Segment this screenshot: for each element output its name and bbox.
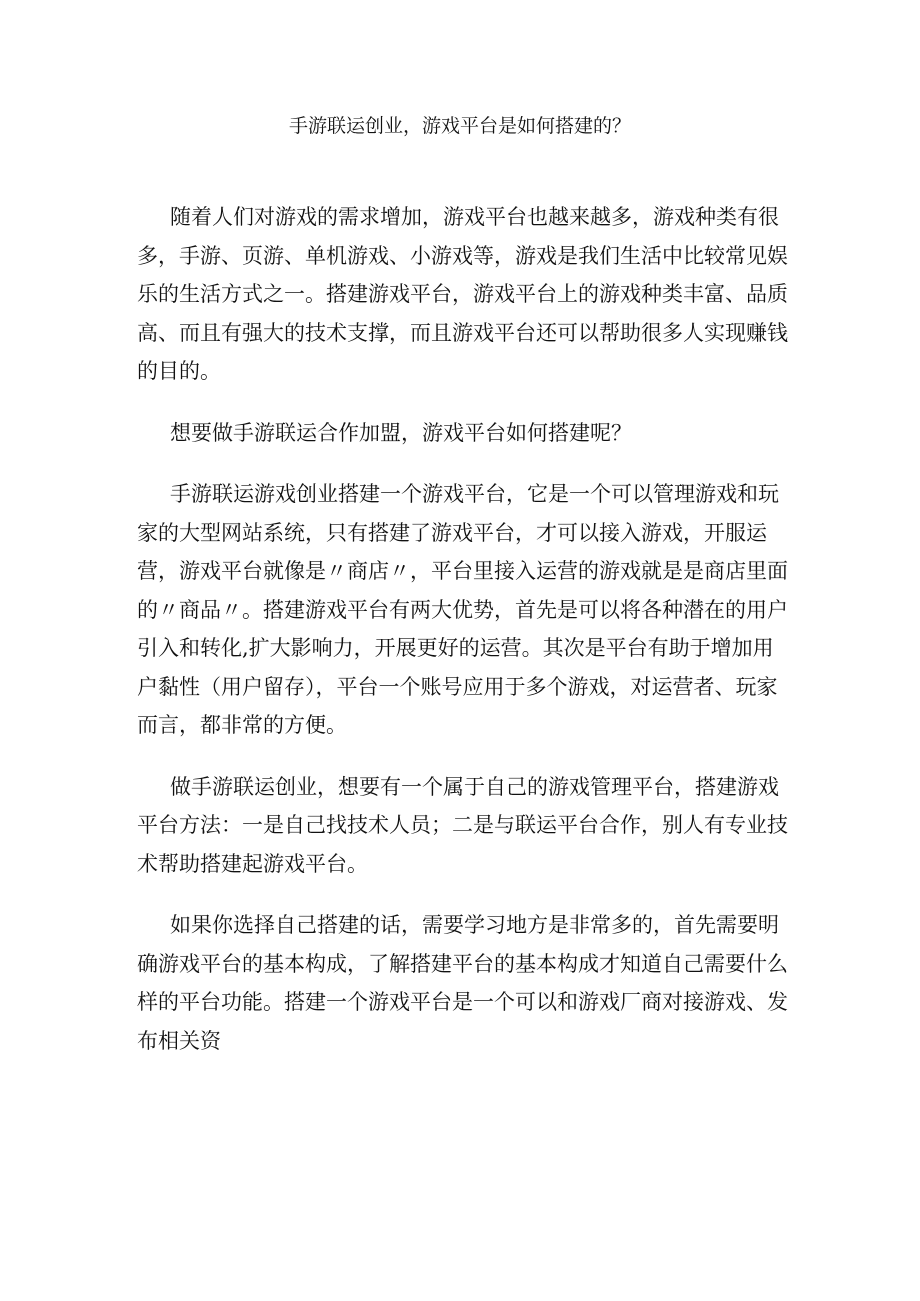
paragraph: 如果你选择自己搭建的话，需要学习地方是非常多的，首先需要明确游戏平台的基本构成，了解搭建平台的基本构成才知道自己需要什么样的平台功能。搭建一个游戏平台是一个可以和游戏厂商对接游戏、发布相关资 [137, 913, 788, 1053]
document-title: 手游联运创业，游戏平台是如何搭建的？ [288, 115, 631, 137]
document-body [137, 198, 793, 1060]
paragraph: 想要做手游联运合作加盟，游戏平台如何搭建呢？ [170, 420, 632, 445]
paragraph: 做手游联运创业，想要有一个属于自己的游戏管理平台，搭建游戏平台方法：一是自己找技术人员；二是与联运平台合作，别人有专业技术帮助搭建起游戏平台。 [137, 774, 788, 876]
paragraph: 手游联运游戏创业搭建一个游戏平台，它是一个可以管理游戏和玩家的大型网站系统，只有搭建了游戏平台，才可以接入游戏，开服运营，游戏平台就像是〃商店〃，平台里接入运营的游戏就是是商店里面的〃商品〃。搭建游戏平台有两大优势，首先是可以将各种潜在的用户引入和转化,扩大影响力，开展更好的运营。其次是平台有助于增加用户黏性（用户留存），平台一个账号应用于多个游戏，对运营者、玩家而言，都非常的方便。 [137, 482, 788, 737]
paragraph: 随着人们对游戏的需求增加，游戏平台也越来越多，游戏种类有很多，手游、页游、单机游戏、小游戏等，游戏是我们生活中比较常见娱乐的生活方式之一。搭建游戏平台，游戏平台上的游戏种类丰富、品质高、而且有强大的技术支撑，而且游戏平台还可以帮助很多人实现赚钱的目的。 [137, 205, 788, 383]
